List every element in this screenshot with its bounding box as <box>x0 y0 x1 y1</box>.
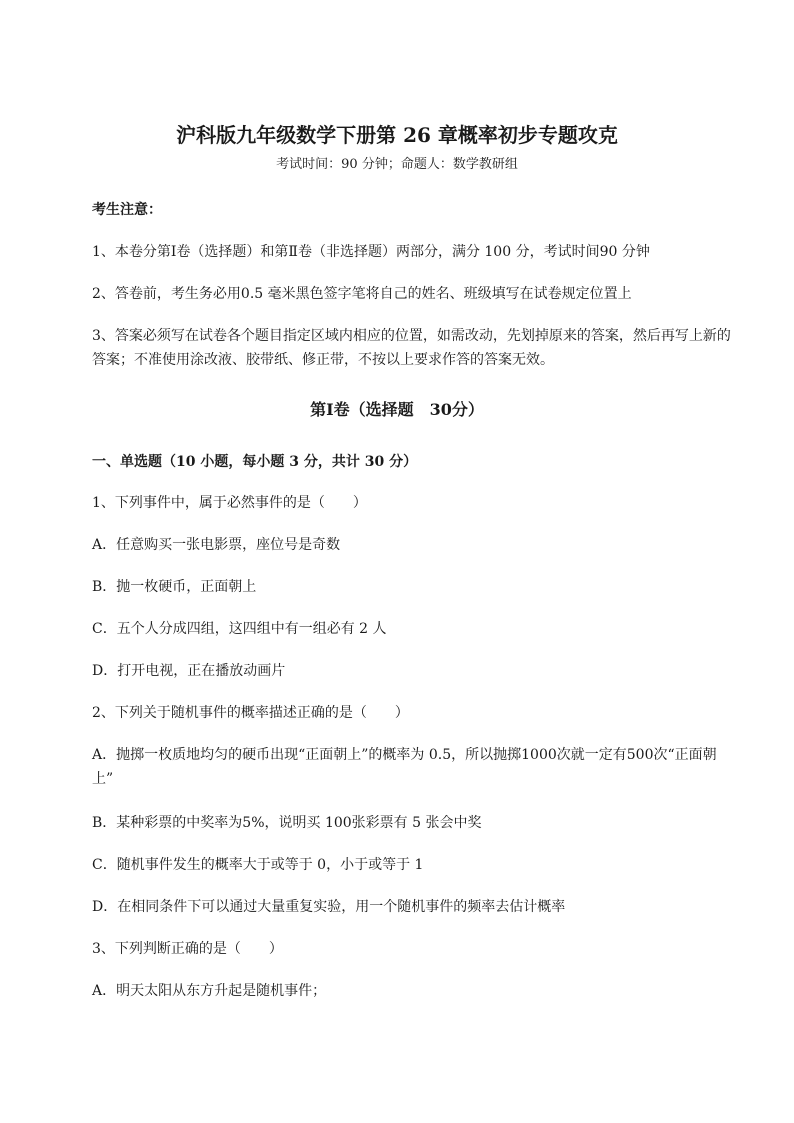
part-heading: 一、单选题（10 小题，每小题 3 分，共计 30 分） <box>92 454 418 470</box>
question-stem: 3、下列判断正确的是（ ） <box>92 941 283 957</box>
question-option: A．抛掷一枚质地均匀的硬币出现“正面朝上”的概率为 0.5，所以抛掷1000次就一定有500次“正面朝上” <box>92 747 717 787</box>
question-option: C．随机事件发生的概率大于或等于 0，小于或等于 1 <box>92 857 424 873</box>
question-stem: 2、下列关于随机事件的概率描述正确的是（ ） <box>92 705 409 721</box>
notice-item: 1、本卷分第Ⅰ卷（选择题）和第Ⅱ卷（非选择题）两部分，满分 100 分，考试时间90 分钟 <box>92 244 650 260</box>
notice-item: 3、答案必须写在试卷各个题目指定区域内相应的位置，如需改动，先划掉原来的答案，然后再写上新的答案；不准使用涂改液、胶带纸、修正带，不按以上要求作答的答案无效。 <box>92 328 731 368</box>
question-option: A．明天太阳从东方升起是随机事件； <box>92 983 327 999</box>
notice-item: 2、答卷前，考生务必用0.5 毫米黑色签字笔将自己的姓名、班级填写在试卷规定位置上 <box>92 286 632 302</box>
question-option: D．打开电视，正在播放动画片 <box>92 663 286 679</box>
notice-heading: 考生注意： <box>92 202 162 218</box>
section-title: 第Ⅰ卷（选择题 30分） <box>310 400 484 419</box>
question-option: A．任意购买一张电影票，座位号是奇数 <box>92 537 341 553</box>
document-subtitle: 考试时间：90 分钟；命题人：数学教研组 <box>276 157 518 172</box>
question-option: B．某种彩票的中奖率为5%，说明买 100张彩票有 5 张会中奖 <box>92 815 482 831</box>
question-option: B．抛一枚硬币，正面朝上 <box>92 579 257 595</box>
question-option: D．在相同条件下可以通过大量重复实验，用一个随机事件的频率去估计概率 <box>92 899 566 915</box>
question-stem: 1、下列事件中，属于必然事件的是（ ） <box>92 495 367 511</box>
question-option: C．五个人分成四组，这四组中有一组必有 2 人 <box>92 621 387 637</box>
document-title: 沪科版九年级数学下册第 26 章概率初步专题攻克 <box>176 123 618 147</box>
